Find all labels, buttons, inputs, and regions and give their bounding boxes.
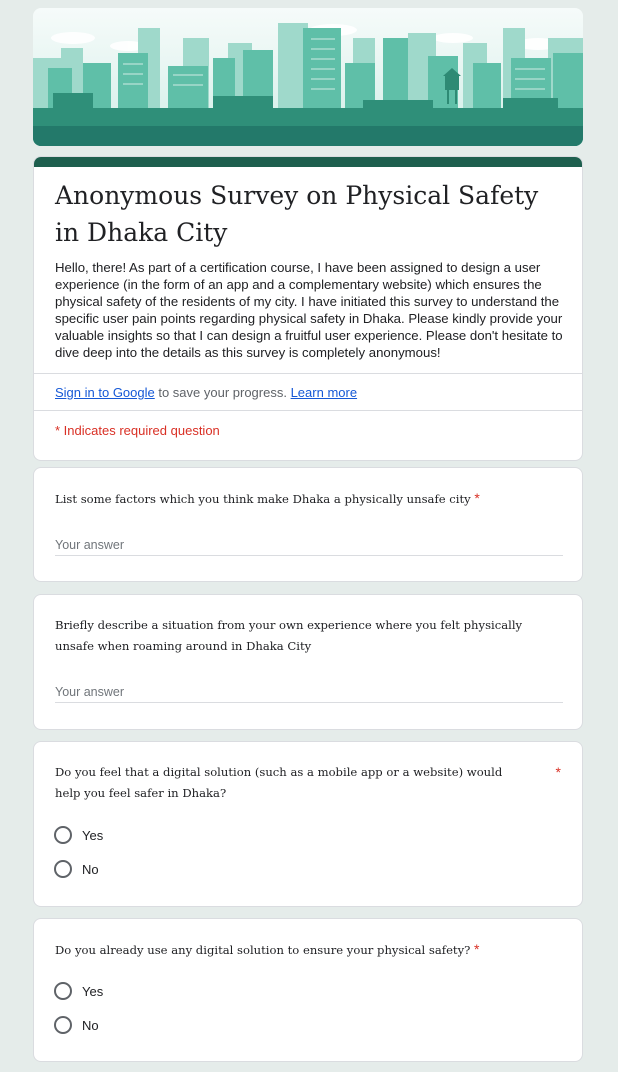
question-card-4 (33, 918, 583, 1062)
radio-button[interactable] (54, 826, 72, 844)
radio-label: No (82, 861, 99, 877)
divider (34, 410, 582, 411)
required-note: * Indicates required question (55, 423, 220, 438)
question-card-1 (33, 467, 583, 582)
radio-option-no[interactable] (54, 860, 99, 878)
learn-more-link[interactable]: Learn more (290, 385, 358, 400)
divider (34, 373, 582, 374)
required-asterisk: * (474, 490, 480, 506)
radio-label: Yes (82, 983, 104, 999)
form-header-card (33, 156, 583, 461)
form-container (33, 8, 583, 1033)
radio-label: No (82, 1017, 99, 1033)
required-asterisk: * (474, 941, 480, 957)
form-title: Anonymous Survey on Physical Safety in Dhaka City (55, 181, 539, 247)
signin-row (55, 385, 357, 400)
question-card-3 (33, 741, 583, 907)
question-text: List some factors which you think make Dhaka a physically unsafe city (55, 492, 471, 506)
radio-option-yes[interactable] (54, 826, 103, 844)
form-description: Hello, there! As part of a certification course, I have been assigned to design a user experience (in the form of an app and a complementary website) which ensures the physical safety of the residents of my city. I have initiated this survey to understand the specific user pain points regarding physical safety in Dhaka. Please kindly provide your valuable insights so that I can design a fruitful user experience. Please don't hesitate to dive deep into the details as this survey is completely anonymous! (55, 260, 563, 360)
question-title (55, 615, 551, 657)
question-text: Briefly describe a situation from your own experience where you felt physically unsafe when roaming around in Dhaka City (55, 618, 523, 653)
radio-option-no[interactable] (54, 1016, 99, 1034)
question-title (55, 939, 551, 961)
radio-button[interactable] (54, 982, 72, 1000)
answer-input[interactable] (55, 534, 563, 556)
answer-input[interactable] (55, 681, 563, 703)
city-skyline-illustration (33, 8, 583, 146)
question-card-2 (33, 594, 583, 730)
radio-button[interactable] (54, 1016, 72, 1034)
radio-button[interactable] (54, 860, 72, 878)
radio-option-yes[interactable] (54, 982, 103, 1000)
question-title (55, 488, 551, 510)
header-banner-image (33, 8, 583, 146)
question-text: Do you already use any digital solution to ensure your physical safety? (55, 943, 471, 957)
signin-suffix: to save your progress. (154, 385, 291, 400)
question-text: Do you feel that a digital solution (such as a mobile app or a website) would help you feel safer in Dhaka? (55, 765, 503, 800)
signin-link[interactable]: Sign in to Google (55, 385, 155, 400)
question-title (55, 762, 525, 804)
required-asterisk: * (555, 764, 561, 780)
radio-label: Yes (82, 827, 104, 843)
card-accent-bar (34, 157, 582, 167)
